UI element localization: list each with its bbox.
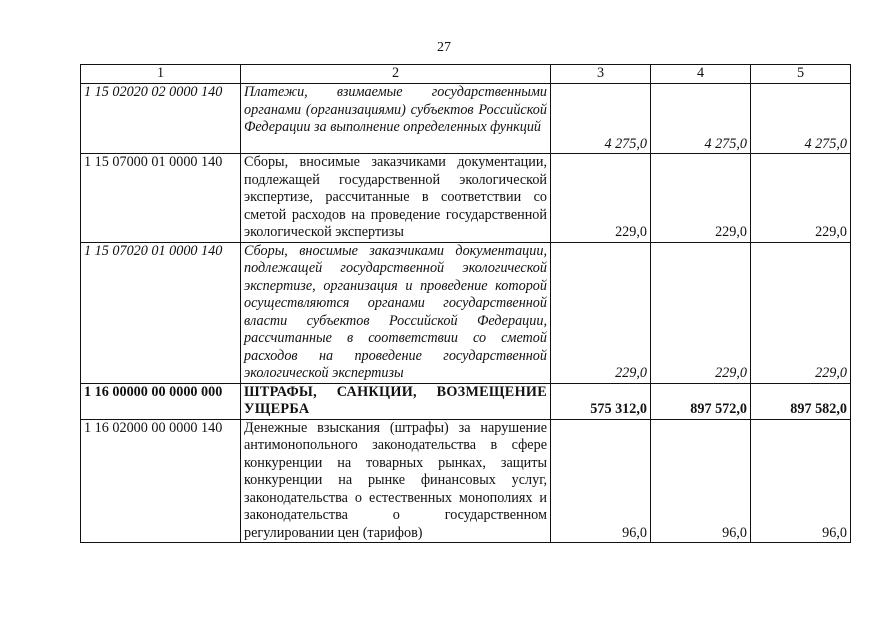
- column-header-1: 1: [81, 65, 241, 84]
- column-header-4: 4: [651, 65, 751, 84]
- row-value-col5: 229,0: [751, 242, 851, 383]
- row-value-col4: 96,0: [651, 419, 751, 543]
- row-code: 1 15 02020 02 0000 140: [81, 84, 241, 154]
- table-row: [81, 419, 851, 543]
- column-header-2: 2: [241, 65, 551, 84]
- row-code: 1 15 07020 01 0000 140: [81, 242, 241, 383]
- row-value-col4: 229,0: [651, 242, 751, 383]
- column-header-3: 3: [551, 65, 651, 84]
- row-description: ШТРАФЫ, САНКЦИИ, ВОЗМЕЩЕНИЕ УЩЕРБА: [241, 383, 551, 419]
- table-row-section: [81, 383, 851, 419]
- row-description: Денежные взыскания (штрафы) за нарушение антимонопольного законодательства в сфере конкуренции на товарных рынках, защиты конкуренции на рынке финансовых услуг, законодательства о естественных монополиях и законодательства о государственном регулировании цен (тарифов): [241, 419, 551, 543]
- row-code: 1 15 07000 01 0000 140: [81, 154, 241, 243]
- table-row: [81, 242, 851, 383]
- budget-table: [80, 64, 851, 543]
- row-value-col4: 229,0: [651, 154, 751, 243]
- row-value-col5: 229,0: [751, 154, 851, 243]
- row-code: 1 16 02000 00 0000 140: [81, 419, 241, 543]
- row-value-col3: 229,0: [551, 154, 651, 243]
- row-value-col3: 96,0: [551, 419, 651, 543]
- table-row: [81, 84, 851, 154]
- row-value-col3: 575 312,0: [551, 383, 651, 419]
- table-header-row: [81, 65, 851, 84]
- row-description: Сборы, вносимые заказчиками документации, подлежащей государственной экологической экспертизе, организация и проведение которой осуществляются органами государственной власти субъектов Российской Федерации, рассчитанные в соответствии со сметой расходов на проведение государственной экологической экспертизы: [241, 242, 551, 383]
- page-number: 27: [437, 40, 451, 55]
- row-value-col5: 4 275,0: [751, 84, 851, 154]
- column-header-5: 5: [751, 65, 851, 84]
- row-value-col5: 897 582,0: [751, 383, 851, 419]
- table-row: [81, 154, 851, 243]
- row-value-col5: 96,0: [751, 419, 851, 543]
- row-value-col4: 4 275,0: [651, 84, 751, 154]
- row-value-col3: 4 275,0: [551, 84, 651, 154]
- row-code: 1 16 00000 00 0000 000: [81, 383, 241, 419]
- row-value-col4: 897 572,0: [651, 383, 751, 419]
- row-value-col3: 229,0: [551, 242, 651, 383]
- row-description: Сборы, вносимые заказчиками документации, подлежащей государственной экологической экспертизе, рассчитанные в соответствии со сметой расходов на проведение государственной экологической экспертизы: [241, 154, 551, 243]
- row-description: Платежи, взимаемые государственными органами (организациями) субъектов Российской Федерации за выполнение определенных функций: [241, 84, 551, 154]
